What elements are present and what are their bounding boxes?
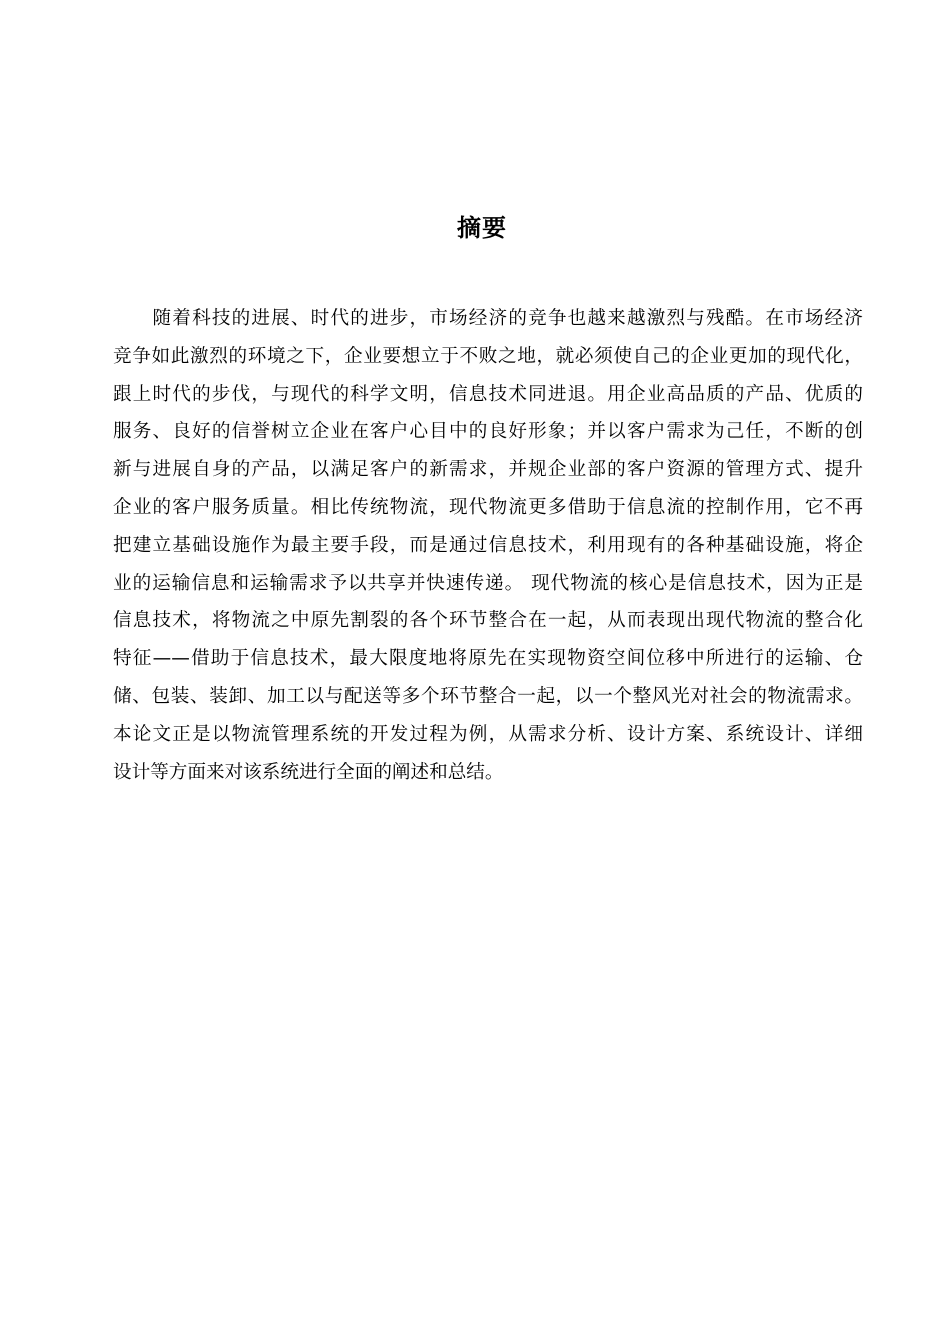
paragraph-line: 新与进展自身的产品，以满足客户的新需求，并规企业部的客户资源的管理方式、提升 xyxy=(113,459,863,481)
abstract-body xyxy=(113,300,863,791)
paragraph-line: 跟上时代的步伐，与现代的科学文明，信息技术同进退。用企业高品质的产品、优质的 xyxy=(113,383,863,405)
page-title: 摘要 xyxy=(457,214,507,242)
paragraph-line: 储、包装、装卸、加工以与配送等多个环节整合一起，以一个整风光对社会的物流需求。 xyxy=(113,685,863,707)
paragraph-line: 企业的客户服务质量。相比传统物流，现代物流更多借助于信息流的控制作用，它不再 xyxy=(113,496,863,518)
paragraph-line: 随着科技的进展、时代的进步，市场经济的竞争也越来越激烈与残酷。在市场经济 xyxy=(113,308,863,329)
paragraph-line: 信息技术，将物流之中原先割裂的各个环节整合在一起，从而表现出现代物流的整合化 xyxy=(113,610,863,632)
paragraph-line: 竞争如此激烈的环境之下，企业要想立于不败之地，就必须使自己的企业更加的现代化， xyxy=(113,345,863,367)
paragraph-line: 特征——借助于信息技术，最大限度地将原先在实现物资空间位移中所进行的运输、仓 xyxy=(113,648,863,670)
paragraph-line: 服务、良好的信誉树立企业在客户心目中的良好形象；并以客户需求为己任，不断的创 xyxy=(113,421,863,443)
paragraph-line: 设计等方面来对该系统进行全面的阐述和总结。 xyxy=(113,761,504,783)
paragraph-line: 业的运输信息和运输需求予以共享并快速传递。 现代物流的核心是信息技术，因为正是 xyxy=(113,572,863,594)
paragraph-line: 本论文正是以物流管理系统的开发过程为例，从需求分析、设计方案、系统设计、详细 xyxy=(113,723,863,745)
paragraph-line: 把建立基础设施作为最主要手段，而是通过信息技术，利用现有的各种基础设施，将企 xyxy=(113,534,863,556)
